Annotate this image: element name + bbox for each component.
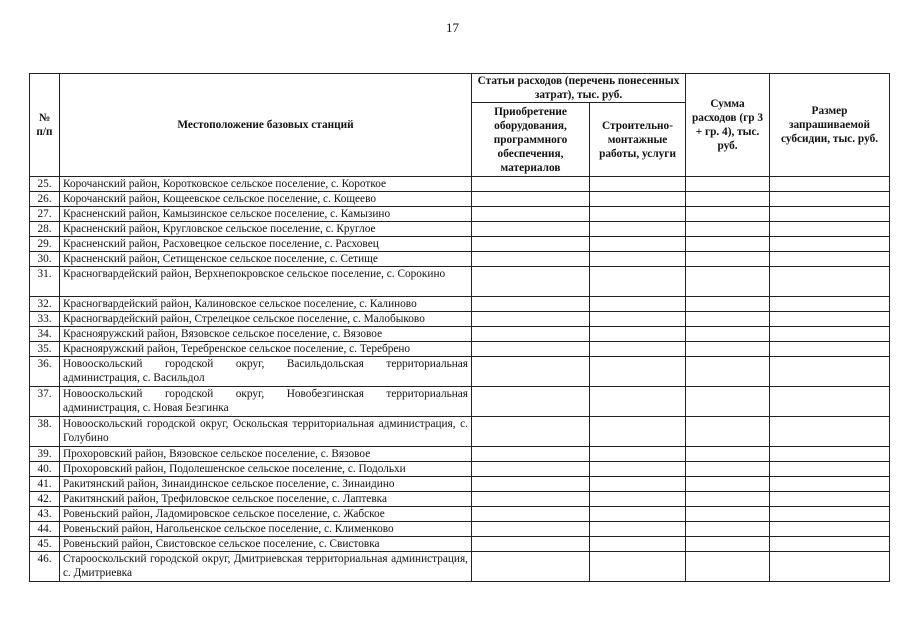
- row-location: Красногвардейский район, Калиновское сельское поселение, с. Калиново: [60, 297, 472, 312]
- row-location: Новооскольский городской округ, Новобезгинская территориальная администрация, с. Новая Безгинка: [60, 387, 472, 417]
- header-num: № п/п: [30, 74, 60, 177]
- sum-cell: [686, 477, 770, 492]
- subsidy-cell: [770, 447, 890, 462]
- subsidy-cell: [770, 177, 890, 192]
- construction-cell: [590, 522, 686, 537]
- equipment-cell: [472, 447, 590, 462]
- construction-cell: [590, 387, 686, 417]
- table-row: [30, 312, 890, 327]
- sum-cell: [686, 417, 770, 447]
- sum-cell: [686, 192, 770, 207]
- row-location: Старооскольский городской округ, Дмитриевская территориальная администрация, с. Дмитриевка: [60, 552, 472, 582]
- sum-cell: [686, 222, 770, 237]
- row-number: 32.: [30, 297, 60, 312]
- construction-cell: [590, 327, 686, 342]
- sum-cell: [686, 552, 770, 582]
- equipment-cell: [472, 492, 590, 507]
- row-number: 41.: [30, 477, 60, 492]
- subsidy-cell: [770, 387, 890, 417]
- header-sum: Сумма расходов (гр 3 + гр. 4), тыс. руб.: [686, 74, 770, 177]
- equipment-cell: [472, 177, 590, 192]
- sum-cell: [686, 522, 770, 537]
- row-number: 30.: [30, 252, 60, 267]
- row-location: Новооскольский городской округ, Оскольская территориальная администрация, с. Голубино: [60, 417, 472, 447]
- construction-cell: [590, 462, 686, 477]
- row-location: Краснояружский район, Теребренское сельское поселение, с. Теребрено: [60, 342, 472, 357]
- equipment-cell: [472, 552, 590, 582]
- equipment-cell: [472, 192, 590, 207]
- row-number: 33.: [30, 312, 60, 327]
- row-number: 38.: [30, 417, 60, 447]
- row-number: 31.: [30, 267, 60, 297]
- row-number: 45.: [30, 537, 60, 552]
- row-number: 42.: [30, 492, 60, 507]
- table-row: [30, 507, 890, 522]
- row-number: 39.: [30, 447, 60, 462]
- row-number: 34.: [30, 327, 60, 342]
- row-location: Красненский район, Сетищенское сельское поселение, с. Сетище: [60, 252, 472, 267]
- equipment-cell: [472, 312, 590, 327]
- sum-cell: [686, 237, 770, 252]
- construction-cell: [590, 192, 686, 207]
- sum-cell: [686, 327, 770, 342]
- table-row: [30, 522, 890, 537]
- row-location: Красненский район, Кругловское сельское поселение, с. Круглое: [60, 222, 472, 237]
- header-expense-group: Статьи расходов (перечень понесенных затрат), тыс. руб.: [472, 74, 686, 103]
- row-number: 27.: [30, 207, 60, 222]
- row-number: 43.: [30, 507, 60, 522]
- table-row: [30, 552, 890, 582]
- header-subsidy: Размер запрашиваемой субсидии, тыс. руб.: [770, 74, 890, 177]
- subsidy-cell: [770, 522, 890, 537]
- row-number: 25.: [30, 177, 60, 192]
- equipment-cell: [472, 522, 590, 537]
- row-location: Прохоровский район, Подолешенское сельское поселение, с. Подольхи: [60, 462, 472, 477]
- sum-cell: [686, 357, 770, 387]
- row-location: Ровеньский район, Нагольенское сельское поселение, с. Клименково: [60, 522, 472, 537]
- subsidy-cell: [770, 552, 890, 582]
- equipment-cell: [472, 477, 590, 492]
- sum-cell: [686, 252, 770, 267]
- equipment-cell: [472, 267, 590, 297]
- sum-cell: [686, 207, 770, 222]
- header-location: Местоположение базовых станций: [60, 74, 472, 177]
- table-row: [30, 192, 890, 207]
- sum-cell: [686, 267, 770, 297]
- construction-cell: [590, 237, 686, 252]
- sum-cell: [686, 537, 770, 552]
- table-row: [30, 477, 890, 492]
- row-location: Красненский район, Камызинское сельское поселение, с. Камызино: [60, 207, 472, 222]
- construction-cell: [590, 492, 686, 507]
- construction-cell: [590, 207, 686, 222]
- sum-cell: [686, 312, 770, 327]
- row-location: Красногвардейский район, Стрелецкое сельское поселение, с. Малобыково: [60, 312, 472, 327]
- row-location: Ракитянский район, Зинаидинское сельское поселение, с. Зинаидино: [60, 477, 472, 492]
- equipment-cell: [472, 537, 590, 552]
- subsidy-cell: [770, 297, 890, 312]
- table-row: [30, 492, 890, 507]
- equipment-cell: [472, 222, 590, 237]
- construction-cell: [590, 477, 686, 492]
- table-row: [30, 297, 890, 312]
- subsidy-cell: [770, 492, 890, 507]
- table-row: [30, 462, 890, 477]
- subsidy-cell: [770, 537, 890, 552]
- subsidy-cell: [770, 267, 890, 297]
- table-row: [30, 267, 890, 297]
- subsidy-cell: [770, 507, 890, 522]
- subsidy-cell: [770, 207, 890, 222]
- row-location: Корочанский район, Кощеевское сельское поселение, с. Кощеево: [60, 192, 472, 207]
- row-location: Прохоровский район, Вязовское сельское поселение, с. Вязовое: [60, 447, 472, 462]
- subsidy-cell: [770, 357, 890, 387]
- subsidy-cell: [770, 417, 890, 447]
- subsidy-cell: [770, 477, 890, 492]
- table-row: [30, 387, 890, 417]
- row-number: 37.: [30, 387, 60, 417]
- table-row: [30, 327, 890, 342]
- equipment-cell: [472, 252, 590, 267]
- row-number: 35.: [30, 342, 60, 357]
- row-location: Красногвардейский район, Верхнепокровское сельское поселение, с. Сорокино: [60, 267, 472, 297]
- subsidy-cell: [770, 312, 890, 327]
- sum-cell: [686, 507, 770, 522]
- table-row: [30, 177, 890, 192]
- row-number: 36.: [30, 357, 60, 387]
- row-number: 46.: [30, 552, 60, 582]
- construction-cell: [590, 297, 686, 312]
- row-location: Красненский район, Расховецкое сельское поселение, с. Расховец: [60, 237, 472, 252]
- equipment-cell: [472, 297, 590, 312]
- construction-cell: [590, 252, 686, 267]
- row-number: 44.: [30, 522, 60, 537]
- table-row: [30, 222, 890, 237]
- sum-cell: [686, 462, 770, 477]
- table-row: [30, 417, 890, 447]
- construction-cell: [590, 312, 686, 327]
- row-number: 29.: [30, 237, 60, 252]
- subsidy-cell: [770, 342, 890, 357]
- sum-cell: [686, 492, 770, 507]
- construction-cell: [590, 342, 686, 357]
- sum-cell: [686, 342, 770, 357]
- equipment-cell: [472, 507, 590, 522]
- construction-cell: [590, 222, 686, 237]
- table-body: [30, 177, 890, 582]
- header-construction: Строительно-монтажные работы, услуги: [590, 103, 686, 177]
- subsidy-cell: [770, 327, 890, 342]
- subsidy-cell: [770, 462, 890, 477]
- construction-cell: [590, 357, 686, 387]
- table-row: [30, 342, 890, 357]
- sum-cell: [686, 297, 770, 312]
- construction-cell: [590, 507, 686, 522]
- equipment-cell: [472, 342, 590, 357]
- row-number: 28.: [30, 222, 60, 237]
- row-number: 26.: [30, 192, 60, 207]
- equipment-cell: [472, 462, 590, 477]
- table-header: [30, 74, 890, 177]
- page-number: 17: [446, 20, 459, 35]
- row-location: Ровеньский район, Ладомировское сельское поселение, с. Жабское: [60, 507, 472, 522]
- construction-cell: [590, 417, 686, 447]
- table-row: [30, 357, 890, 387]
- row-number: 40.: [30, 462, 60, 477]
- construction-cell: [590, 537, 686, 552]
- sum-cell: [686, 177, 770, 192]
- construction-cell: [590, 447, 686, 462]
- sum-cell: [686, 387, 770, 417]
- construction-cell: [590, 267, 686, 297]
- equipment-cell: [472, 327, 590, 342]
- equipment-cell: [472, 207, 590, 222]
- subsidy-cell: [770, 192, 890, 207]
- table-row: [30, 447, 890, 462]
- subsidy-cell: [770, 252, 890, 267]
- equipment-cell: [472, 237, 590, 252]
- row-location: Корочанский район, Коротковское сельское поселение, с. Короткое: [60, 177, 472, 192]
- header-equipment: Приобретение оборудования, программного обеспечения, материалов: [472, 103, 590, 177]
- table-row: [30, 237, 890, 252]
- construction-cell: [590, 552, 686, 582]
- construction-cell: [590, 177, 686, 192]
- row-location: Новооскольский городской округ, Васильдольская территориальная администрация, с. Васильдол: [60, 357, 472, 387]
- row-location: Краснояружский район, Вязовское сельское поселение, с. Вязовое: [60, 327, 472, 342]
- subsidy-cell: [770, 237, 890, 252]
- table-row: [30, 537, 890, 552]
- row-location: Ровеньский район, Свистовское сельское поселение, с. Свистовка: [60, 537, 472, 552]
- base-stations-table: [29, 73, 890, 582]
- equipment-cell: [472, 387, 590, 417]
- row-location: Ракитянский район, Трефиловское сельское поселение, с. Лаптевка: [60, 492, 472, 507]
- subsidy-cell: [770, 222, 890, 237]
- table-row: [30, 207, 890, 222]
- sum-cell: [686, 447, 770, 462]
- equipment-cell: [472, 417, 590, 447]
- equipment-cell: [472, 357, 590, 387]
- table-row: [30, 252, 890, 267]
